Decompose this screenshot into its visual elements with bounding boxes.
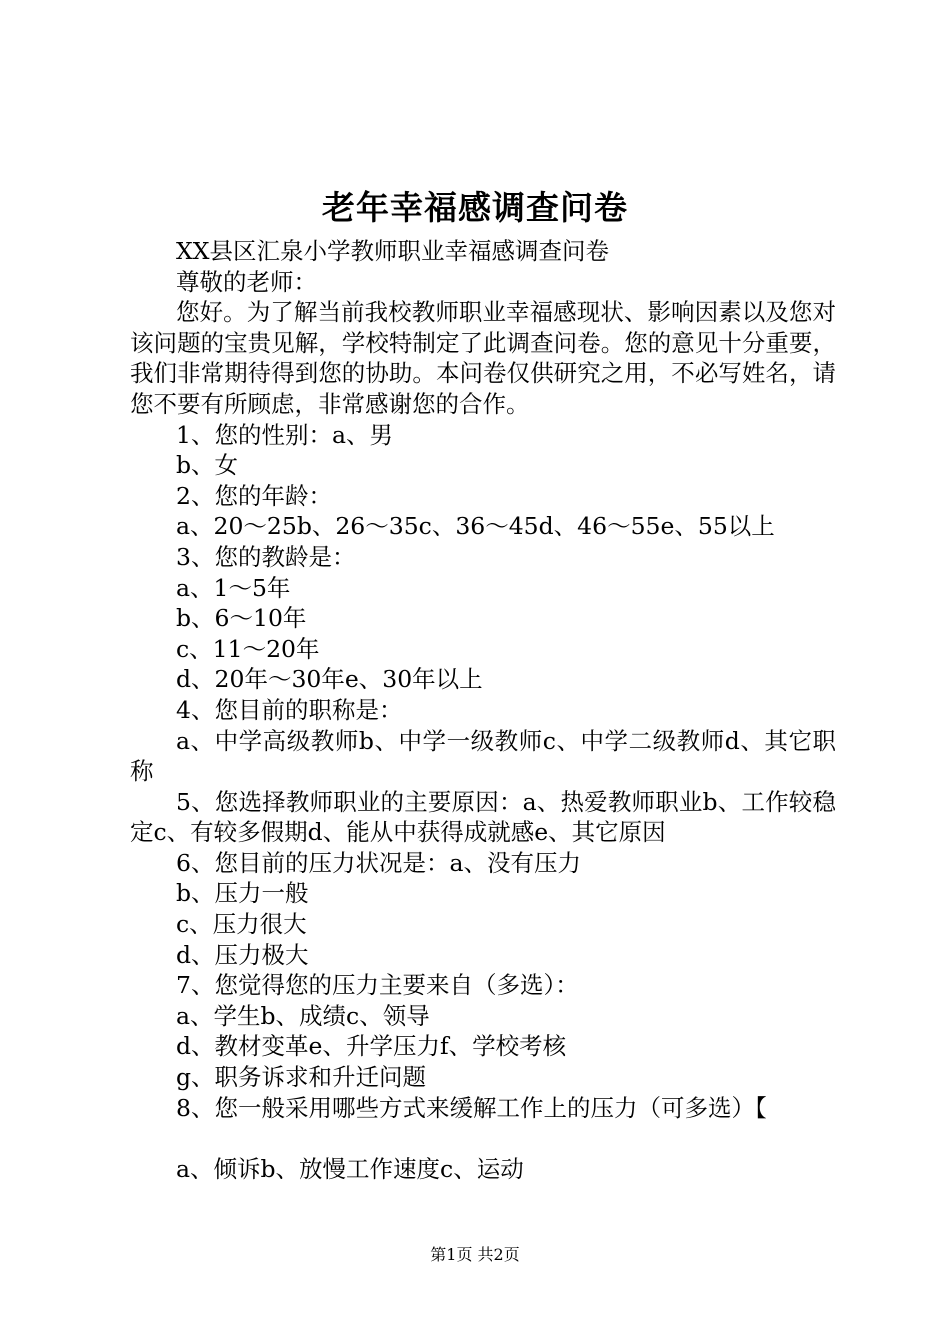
question-3-option-de: d、20年～30年e、30年以上	[176, 665, 483, 694]
question-7-option-g: g、职务诉求和升迁问题	[176, 1063, 427, 1092]
question-7: 7、您觉得您的压力主要来自（多选）：	[176, 971, 579, 1000]
question-6-option-c: c、压力很大	[176, 910, 307, 939]
question-2: 2、您的年龄：	[176, 481, 332, 510]
question-1: 1、您的性别：a、男	[176, 420, 393, 449]
question-8-options: a、倾诉b、放慢工作速度c、运动	[176, 1154, 524, 1183]
intro-paragraph: 您好。为了解当前我校教师职业幸福感现状、影响因素以及您对该问题的宝贵见解，学校特制定了此调查问卷。您的意见十分重要，我们非常期待得到您的协助。本问卷仅供研究之用，不必写姓名，请您不要有所顾虑，非常感谢您的合作。	[130, 298, 836, 418]
question-4-options: a、中学高级教师b、中学一级教师c、中学二级教师d、其它职称	[130, 726, 836, 786]
question-2-options: a、20～25b、26～35c、36～45d、46～55e、55以上	[176, 512, 775, 541]
question-6-option-b: b、压力一般	[176, 879, 309, 908]
question-3-option-c: c、11～20年	[176, 634, 320, 663]
question-3: 3、您的教龄是：	[176, 542, 356, 571]
document-body	[130, 236, 836, 1184]
question-6: 6、您目前的压力状况是：a、没有压力	[176, 848, 581, 877]
question-8: 8、您一般采用哪些方式来缓解工作上的压力（可多选）【	[176, 1093, 767, 1122]
question-4: 4、您目前的职称是：	[176, 695, 403, 724]
question-3-option-b: b、6～10年	[176, 604, 307, 633]
question-1-option-b: b、女	[176, 451, 239, 480]
salutation: 尊敬的老师：	[176, 267, 317, 296]
question-6-option-d: d、压力极大	[176, 940, 309, 969]
page-number: 第1页 共2页	[430, 1245, 520, 1264]
document-title: 老年幸福感调查问卷	[322, 188, 628, 227]
question-7-options-def: d、教材变革e、升学压力f、学校考核	[176, 1032, 567, 1061]
question-5: 5、您选择教师职业的主要原因：a、热爱教师职业b、工作较稳定c、有较多假期d、能从中获得成就感e、其它原因	[130, 787, 836, 847]
question-7-options-abc: a、学生b、成绩c、领导	[176, 1001, 430, 1030]
question-3-option-a: a、1～5年	[176, 573, 291, 602]
survey-heading: XX县区汇泉小学教师职业幸福感调查问卷	[176, 237, 609, 265]
